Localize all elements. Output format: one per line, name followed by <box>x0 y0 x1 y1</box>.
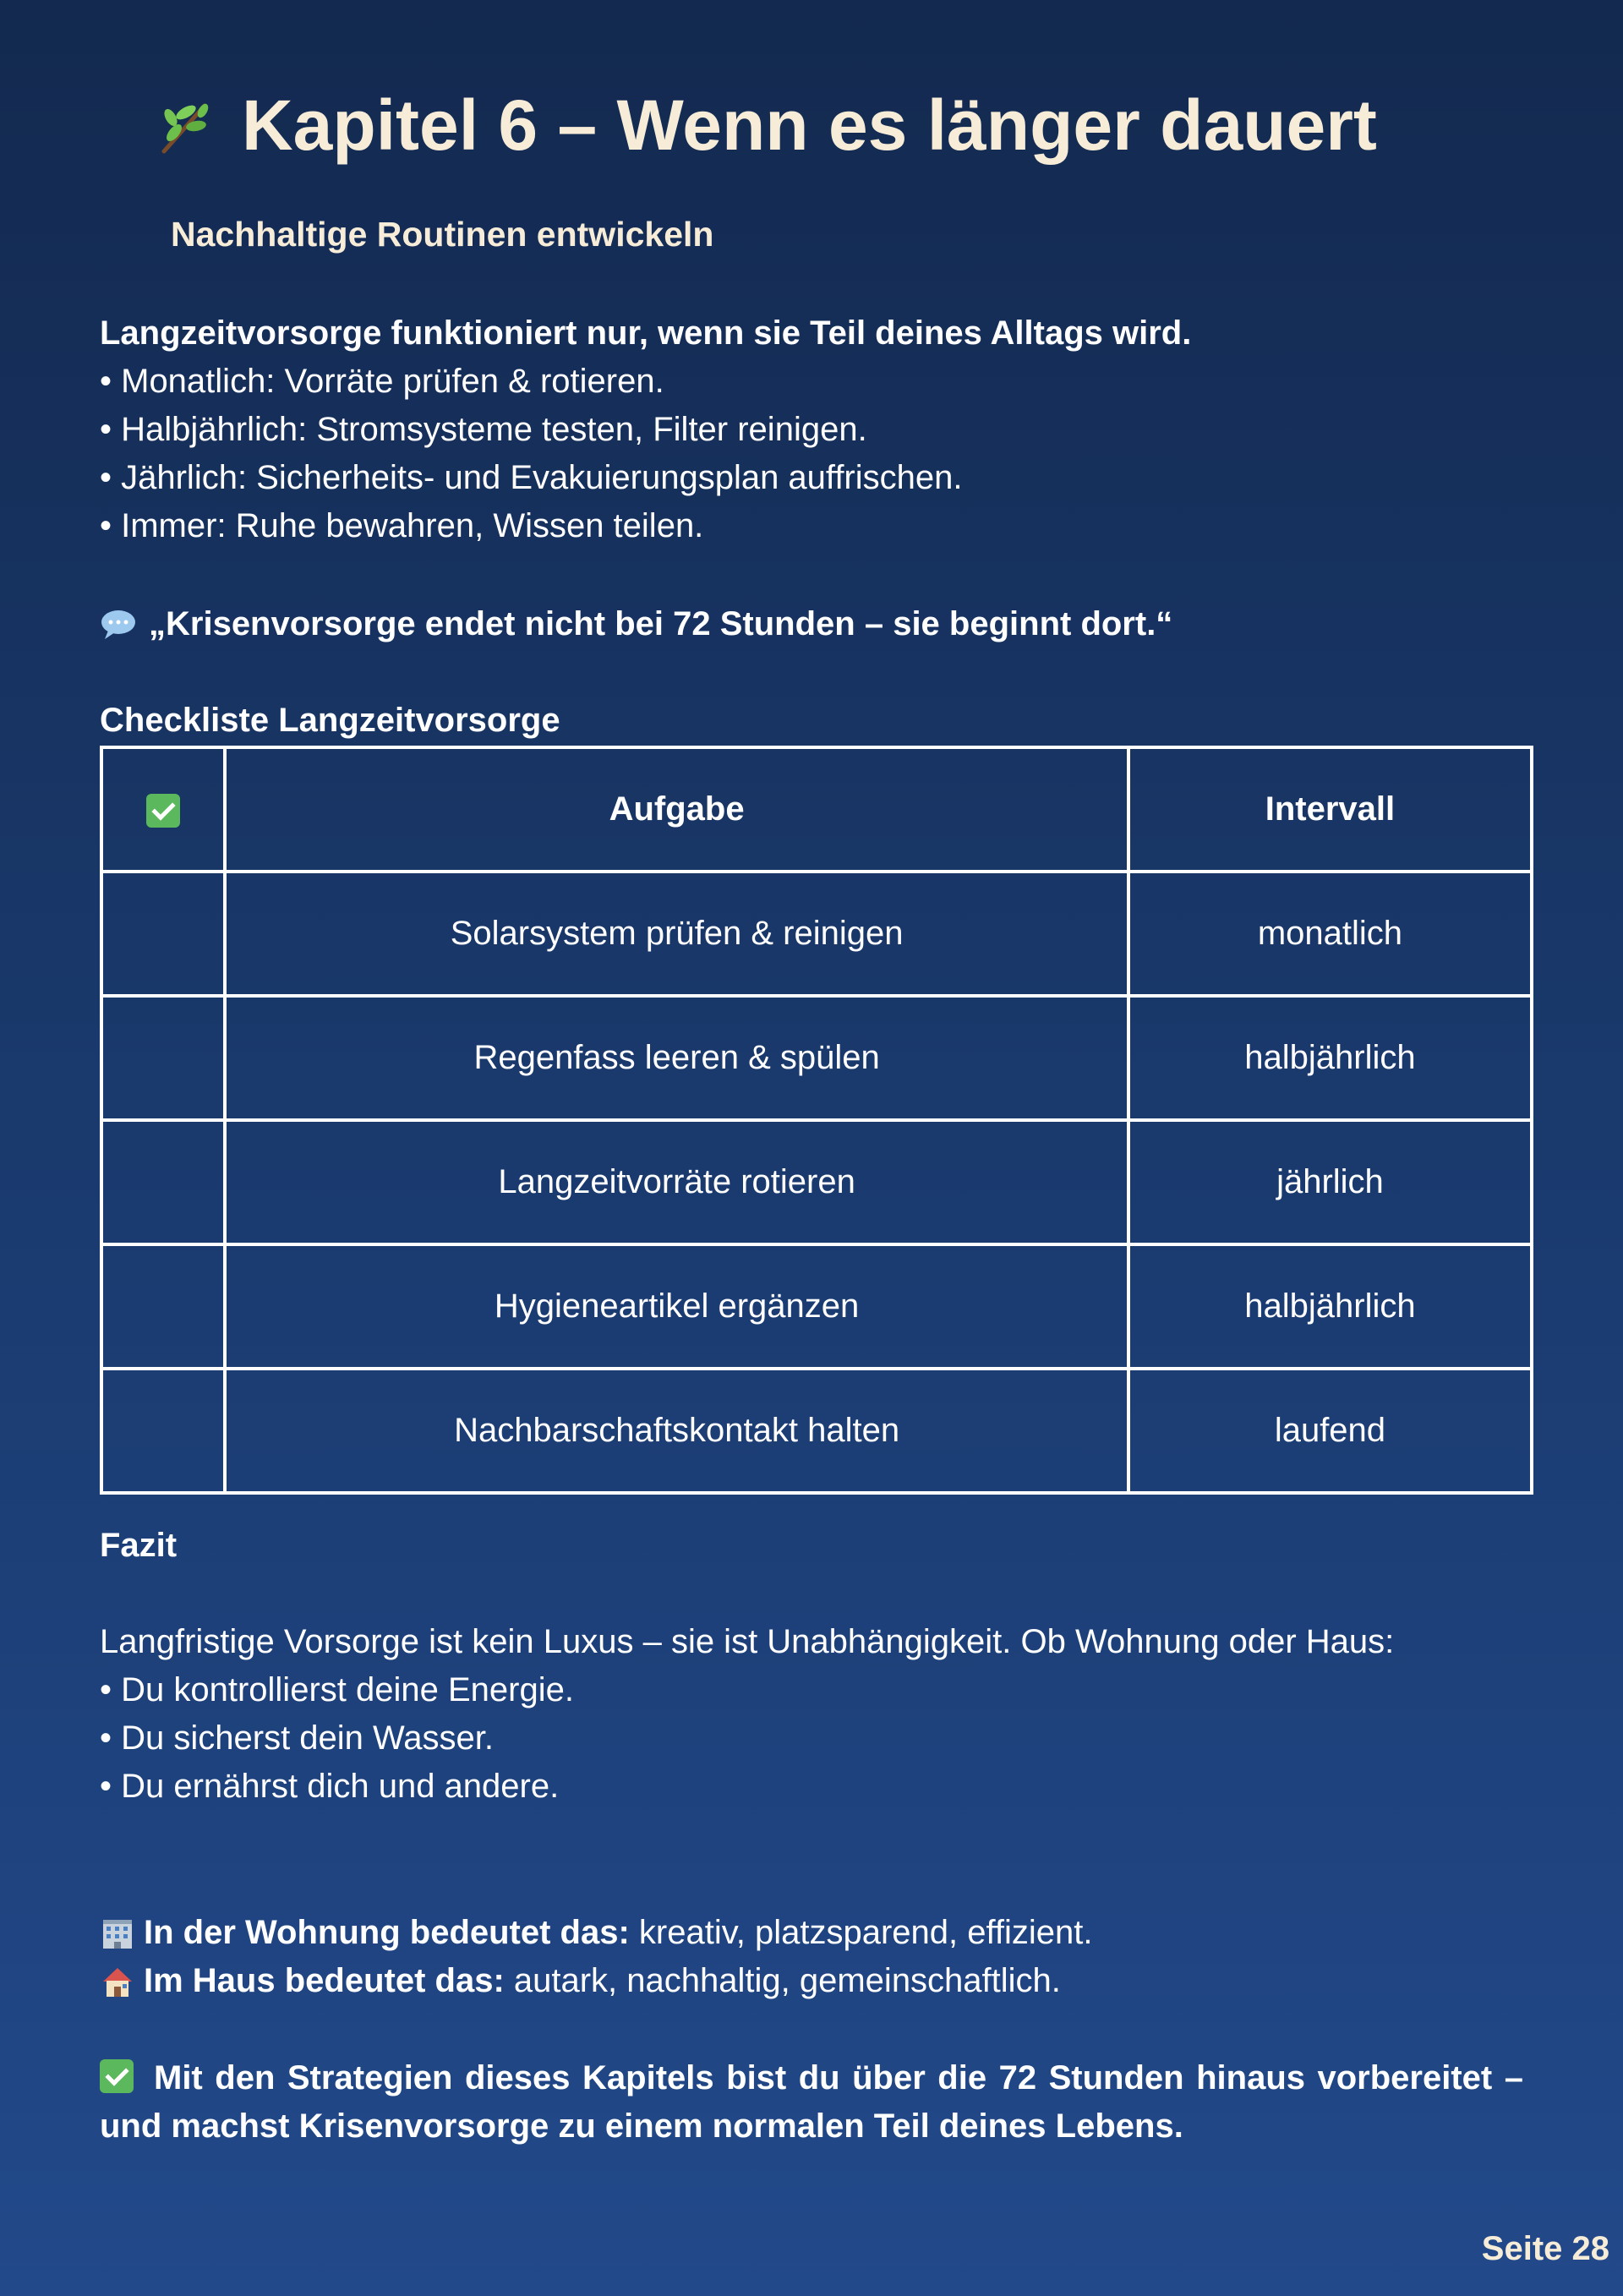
task-column-header: Aufgabe <box>225 747 1128 872</box>
interval-cell: jährlich <box>1128 1120 1532 1244</box>
fazit-bullet: • Du ernährst dich und andere. <box>100 1768 560 1805</box>
interval-cell: halbjährlich <box>1128 996 1532 1120</box>
page-subtitle: Nachhaltige Routinen entwickeln <box>171 215 714 254</box>
task-cell: Hygieneartikel ergänzen <box>225 1244 1128 1369</box>
interval-cell: halbjährlich <box>1128 1244 1532 1369</box>
fazit-paragraph: Langfristige Vorsorge ist kein Luxus – sie ist Unabhängigkeit. Ob Wohnung oder Haus: <box>100 1623 1395 1660</box>
table-row <box>101 1120 1532 1244</box>
apartment-value: kreativ, platzsparend, effizient. <box>629 1914 1093 1951</box>
task-cell: Regenfass leeren & spülen <box>225 996 1128 1120</box>
apartment-building-icon <box>100 1916 135 1950</box>
fazit-bullet: • Du sicherst dein Wasser. <box>100 1719 495 1757</box>
interval-cell: laufend <box>1128 1369 1532 1493</box>
check-cell[interactable] <box>101 872 225 996</box>
intro-lead: Langzeitvorsorge funktioniert nur, wenn sie Teil deines Alltags wird. <box>100 314 1192 352</box>
check-cell[interactable] <box>101 1244 225 1369</box>
check-mark-button-icon <box>100 2059 134 2093</box>
quote <box>100 600 1523 648</box>
check-mark-button-icon <box>146 794 180 828</box>
quote-text: „Krisenvorsorge endet nicht bei 72 Stunden – sie beginnt dort.“ <box>149 605 1173 642</box>
apartment-line <box>100 1909 1523 1957</box>
table-header-row <box>101 747 1532 872</box>
final-statement <box>100 2054 1523 2151</box>
page-title <box>152 85 1471 167</box>
task-cell: Nachbarschaftskontakt halten <box>225 1369 1128 1493</box>
fazit-bullet: • Du kontrollierst deine Energie. <box>100 1671 574 1708</box>
fazit-section <box>100 1618 1523 1811</box>
task-cell: Solarsystem prüfen & reinigen <box>225 872 1128 996</box>
interval-column-header: Intervall <box>1128 747 1532 872</box>
herb-sprig-icon <box>152 92 220 160</box>
checklist-title: Checkliste Langzeitvorsorge <box>100 702 560 739</box>
checklist-table <box>100 746 1533 1495</box>
final-text: Mit den Strategien dieses Kapitels bist du über die 72 Stunden hinaus vorbereitet – und machst Krisenvorsorge zu einem normalen Teil deines Lebens. <box>100 2059 1523 2145</box>
task-cell: Langzeitvorräte rotieren <box>225 1120 1128 1244</box>
house-value: autark, nachhaltig, gemeinschaftlich. <box>504 1962 1061 1999</box>
speech-bubble-icon <box>100 609 137 641</box>
house-icon <box>100 1965 135 1998</box>
table-row <box>101 996 1532 1120</box>
intro-section <box>100 309 1523 550</box>
house-line <box>100 1957 1523 2005</box>
house-label: Im Haus bedeutet das: <box>144 1962 505 1999</box>
interval-cell: monatlich <box>1128 872 1532 996</box>
check-cell[interactable] <box>101 1120 225 1244</box>
table-row <box>101 872 1532 996</box>
intro-bullet: • Jährlich: Sicherheits- und Evakuierungsplan auffrischen. <box>100 459 963 496</box>
fazit-heading: Fazit <box>100 1527 178 1564</box>
intro-bullet: • Immer: Ruhe bewahren, Wissen teilen. <box>100 507 704 544</box>
page-number: Seite 28 <box>1481 2230 1609 2267</box>
check-column-header <box>101 747 225 872</box>
intro-bullet: • Halbjährlich: Stromsysteme testen, Filter reinigen. <box>100 411 867 448</box>
table-row <box>101 1244 1532 1369</box>
page-title-text: Kapitel 6 – Wenn es länger dauert <box>242 85 1377 165</box>
intro-bullet: • Monatlich: Vorräte prüfen & rotieren. <box>100 363 664 400</box>
apartment-label: In der Wohnung bedeutet das: <box>144 1914 630 1951</box>
check-cell[interactable] <box>101 996 225 1120</box>
check-cell[interactable] <box>101 1369 225 1493</box>
housing-section <box>100 1909 1523 2005</box>
table-row <box>101 1369 1532 1493</box>
